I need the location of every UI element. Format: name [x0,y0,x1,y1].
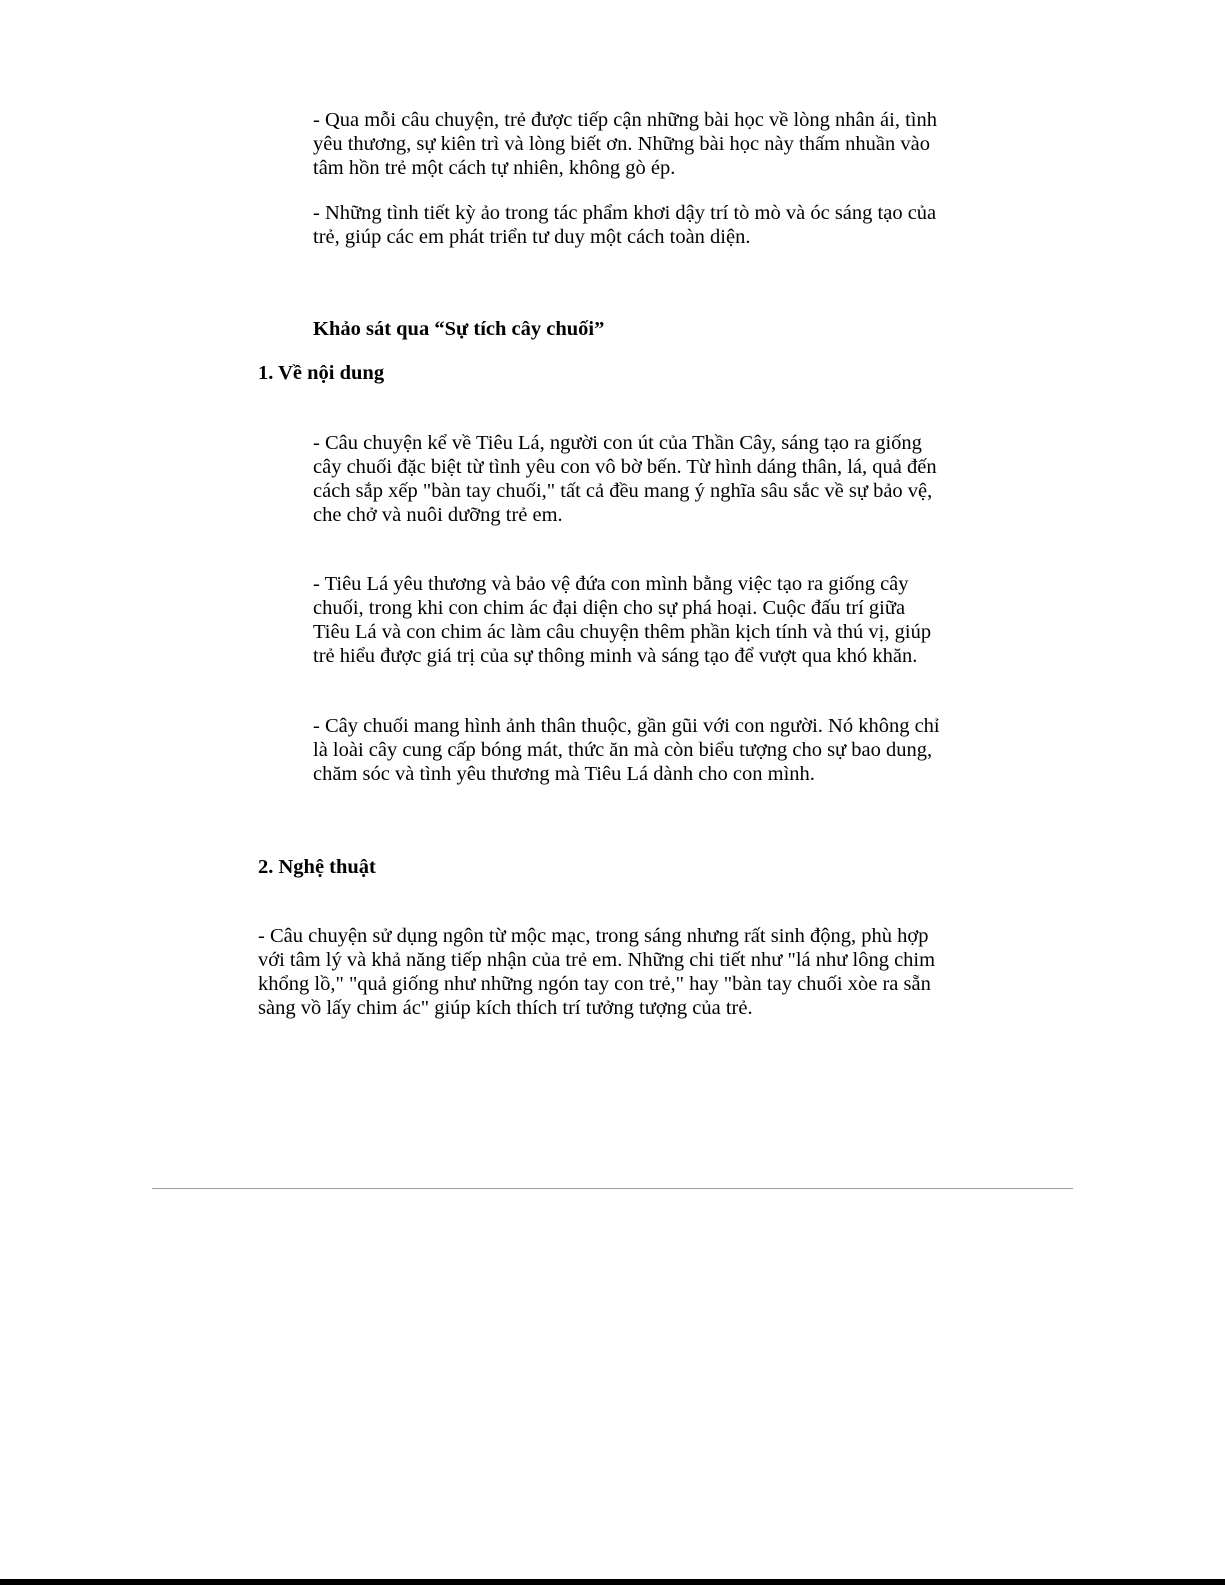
intro-paragraph-lessons: - Qua mỗi câu chuyện, trẻ được tiếp cận những bài học về lòng nhân ái, tình yêu thương, sự kiên trì và lòng biết ơn. Những bài học này thấm nhuần vào tâm hồn trẻ một cách tự nhiên, không gò ép. [313,109,937,179]
art-paragraph-language: - Câu chuyện sử dụng ngôn từ mộc mạc, trong sáng nhưng rất sinh động, phù hợp với tâm lý và khả năng tiếp nhận của trẻ em. Những chi tiết như "lá như lông chim khổng lồ," "quả giống như những ngón tay con trẻ," hay "bàn tay chuối xòe ra sẵn sàng vồ lấy chim ác" giúp kích thích trí tưởng tượng của trẻ. [258,925,936,1019]
content-paragraph-symbol: - Cây chuối mang hình ảnh thân thuộc, gần gũi với con người. Nó không chỉ là loài cây cung cấp bóng mát, thức ăn mà còn biểu tượng cho sự bao dung, chăm sóc và tình yêu thương mà Tiêu Lá dành cho con mình. [313,715,940,785]
page-divider [152,1188,1073,1189]
content-paragraph-story: - Câu chuyện kể về Tiêu Lá, người con út của Thần Cây, sáng tạo ra giống cây chuối đặc biệt từ tình yêu con vô bờ bến. Từ hình dáng thân, lá, quả đến cách sắp xếp "bàn tay chuối," tất cả đều mang ý nghĩa sâu sắc về sự bảo vệ, che chở và nuôi dưỡng trẻ em. [313,432,937,526]
intro-paragraph-imagination: - Những tình tiết kỳ ảo trong tác phẩm khơi dậy trí tò mò và óc sáng tạo của trẻ, giúp các em phát triển tư duy một cách toàn diện. [313,202,937,248]
content-paragraph-conflict: - Tiêu Lá yêu thương và bảo vệ đứa con mình bằng việc tạo ra giống cây chuối, trong khi con chim ác đại diện cho sự phá hoại. Cuộc đấu trí giữa Tiêu Lá và con chim ác làm câu chuyện thêm phần kịch tính và thú vị, giúp trẻ hiểu được giá trị của sự thông minh và sáng tạo để vượt qua khó khăn. [313,573,932,667]
section-2-heading: 2. Nghệ thuật [258,856,376,878]
bottom-edge-bar [0,1579,1225,1585]
section-1-heading: 1. Về nội dung [258,362,385,384]
survey-title: Khảo sát qua “Sự tích cây chuối” [313,318,605,340]
